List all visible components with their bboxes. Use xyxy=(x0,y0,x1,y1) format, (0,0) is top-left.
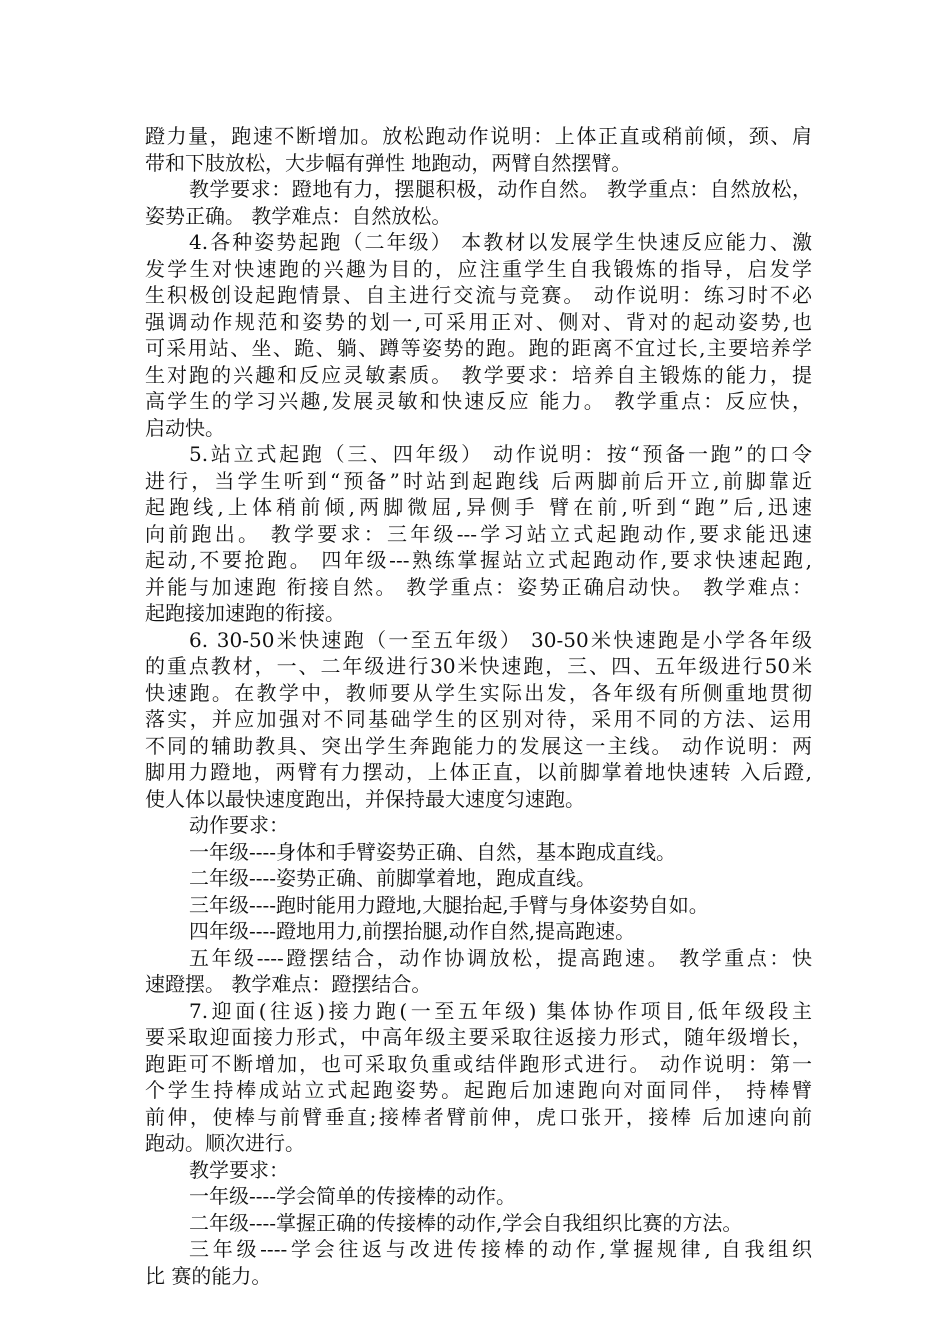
text-line: 5.站立式起跑（三、四年级） 动作说明：按“预备一跑”的口令 xyxy=(189,442,812,466)
text-line: 速蹬摆。 教学难点：蹬摆结合。 xyxy=(145,972,432,996)
text-line: 比 赛的能力。 xyxy=(145,1263,272,1288)
text-line: 带和下肢放松，大步幅有弹性 地跑动，两臂自然摆臂。 xyxy=(145,150,632,175)
text-line: 五年级----蹬摆结合，动作协调放松，提高跑速。 教学重点：快 xyxy=(189,945,812,970)
text-line: 动作要求： xyxy=(189,813,289,837)
text-line: 7.迎面(往返)接力跑(一至五年级) 集体协作项目,低年级段主 xyxy=(189,998,812,1023)
text-line: 使人体以最快速度跑出，并保持最大速度匀速跑。 xyxy=(145,786,585,811)
text-line: 二年级----姿势正确、前脚掌着地，跑成直线。 xyxy=(189,866,597,890)
text-line: 4.各种姿势起跑（二年级） 本教材以发展学生快速反应能力、激 xyxy=(189,230,812,254)
text-line: 并能与加速跑 衔接自然。 教学重点：姿势正确启动快。 教学难点： xyxy=(145,574,812,599)
text-line: 不同的辅助教具、突出学生奔跑能力的发展这一主线。 动作说明：两 xyxy=(145,733,812,758)
text-line: 蹬力量，跑速不断增加。放松跑动作说明：上体正直或稍前倾，颈、肩 xyxy=(145,124,812,148)
text-line: 生积极创设起跑情景、自主进行交流与竞赛。 动作说明：练习时不必 xyxy=(145,283,812,307)
text-line: 起跑接加速跑的衔接。 xyxy=(145,601,345,625)
text-line: 跑距可不断增加，也可采取负重或结伴跑形式进行。 动作说明：第一 xyxy=(145,1051,812,1076)
text-line: 前伸，使棒与前臂垂直;接棒者臂前伸，虎口张开，接棒 后加速向前 xyxy=(145,1104,812,1129)
text-line: 教学要求： xyxy=(189,1157,289,1182)
text-line: 发学生对快速跑的兴趣为目的，应注重学生自我锻炼的指导，启发学 xyxy=(145,256,812,281)
text-line: 生对跑的兴趣和反应灵敏素质。 教学要求：培养自主锻炼的能力，提 xyxy=(145,362,812,387)
text-line: 向前跑出。 教学要求：三年级---学习站立式起跑动作,要求能迅速 xyxy=(145,521,812,546)
text-line: 快速跑。在教学中，教师要从学生实际出发，各年级有所侧重地贯彻 xyxy=(145,680,812,705)
text-line: 二年级----掌握正确的传接棒的动作,学会自我组织比赛的方法。 xyxy=(189,1210,743,1235)
text-line: 三年级----学会往返与改进传接棒的动作,掌握规律, 自我组织 xyxy=(189,1237,812,1261)
text-line: 可采用站、坐、跪、躺、蹲等姿势的跑。跑的距离不宜过长,主要培养学 xyxy=(145,336,812,360)
text-line: 启动快。 xyxy=(145,415,225,440)
text-line: 一年级----学会简单的传接棒的动作。 xyxy=(189,1184,517,1208)
text-line: 脚用力蹬地，两臂有力摆动，上体正直，以前脚掌着地快速转 入后蹬, xyxy=(145,760,812,784)
text-line: 落实，并应加强对不同基础学生的区别对待，采用不同的方法、运用 xyxy=(145,707,812,731)
text-line: 起动,不要抢跑。 四年级---熟练掌握站立式起跑动作,要求快速起跑, xyxy=(145,548,812,572)
text-line: 一年级----身体和手臂姿势正确、自然，基本跑成直线。 xyxy=(189,839,677,864)
text-line: 姿势正确。 教学难点：自然放松。 xyxy=(145,203,452,228)
text-line: 跑动。顺次进行。 xyxy=(145,1131,305,1155)
text-line: 6. 30-50米快速跑（一至五年级） 30-50米快速跑是小学各年级 xyxy=(189,627,812,652)
text-line: 高学生的学习兴趣,发展灵敏和快速反应 能力。 教学重点：反应快， xyxy=(145,389,812,413)
text-line: 三年级----跑时能用力蹬地,大腿抬起,手臂与身体姿势自如。 xyxy=(189,892,709,917)
text-line: 个学生持棒成站立式起跑姿势。起跑后加速跑向对面同伴， 持棒臂 xyxy=(145,1078,812,1102)
document-body xyxy=(145,123,812,1289)
text-line: 要采取迎面接力形式，中高年级主要采取往返接力形式，随年级增长， xyxy=(145,1025,812,1049)
text-line: 教学要求：蹬地有力，摆腿积极，动作自然。 教学重点：自然放松， xyxy=(189,177,812,201)
text-line: 起跑线,上体稍前倾,两脚微屈,异侧手 臂在前,听到“跑”后,迅速 xyxy=(145,495,812,519)
text-line: 的重点教材，一、二年级进行30米快速跑，三、四、五年级进行50米 xyxy=(145,654,812,678)
text-line: 强调动作规范和姿势的划一,可采用正对、侧对、背对的起动姿势,也 xyxy=(145,309,812,334)
text-line: 进行，当学生听到“预备”时站到起跑线 后两脚前后开立,前脚靠近 xyxy=(145,468,812,493)
text-line: 四年级----蹬地用力,前摆抬腿,动作自然,提高跑速。 xyxy=(189,919,636,943)
